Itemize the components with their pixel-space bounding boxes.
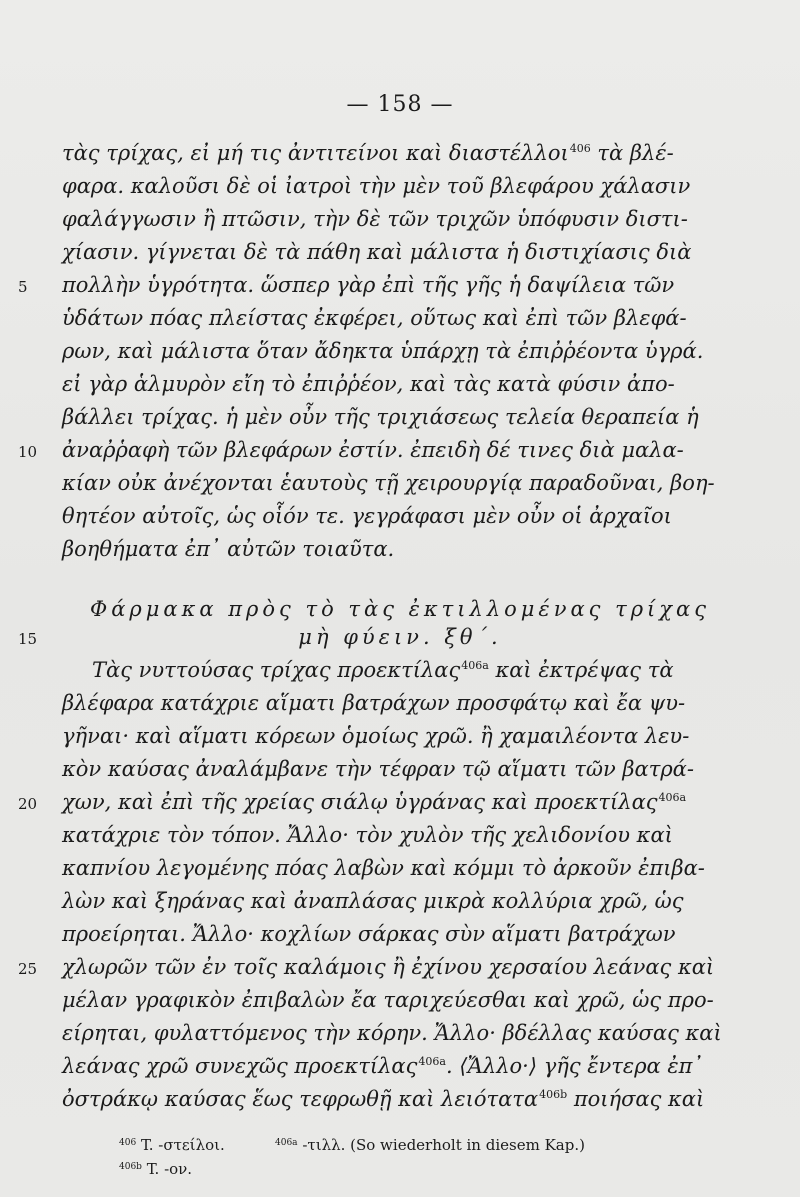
footnote-mark: 406b [119,1162,142,1172]
text-span: ποιήσας καὶ [573,1087,705,1111]
text-line-7: ρων, καὶ μάλιστα ὅταν ἄδηκτα ὑπάρχῃ τὰ ἐπιῤῥέοντα ὑγρά. [62,339,704,363]
text-line-26 [62,1054,702,1078]
text-span: τὰ βλέ- [597,141,674,165]
text-line-14 [92,658,732,682]
text-line-2: φαρα. καλοῦσι δὲ οἱ ἰατροὶ τὴν μὲν τοῦ βλεφάρου χάλασιν [62,174,691,198]
text-line-12: θητέον αὐτοῖς, ὡς οἷόν τε. γεγράφασι μὲν οὖν οἱ ἀρχαῖοι [62,504,672,528]
text-line-18 [62,790,702,814]
text-line-17: κὸν καύσας ἀναλάμβανε τὴν τέφραν τῷ αἵματι τῶν βατρά- [62,757,694,781]
footnote-ref: 406a [461,659,489,672]
footnote-3 [118,1160,192,1178]
text-line-6: ὑδάτων πόας πλείστας ἐκφέρει, οὕτως καὶ ἐπὶ τῶν βλεφά- [62,306,687,330]
line-number: 15 [18,630,38,648]
text-line-20: καπνίου λεγομένης πόας λαβὼν καὶ κόμμι τὸ ἀρκοῦν ἐπιβα- [62,856,705,880]
text-line-22: προείρηται. Ἄλλο· κοχλίων σάρκας σὺν αἵματι βατράχων [62,922,676,946]
text-line-27 [62,1087,705,1111]
text-line-1 [62,141,702,165]
footnote-ref: 406a [658,791,687,804]
text-span: λεάνας χρῶ συνεχῶς προεκτίλας [62,1054,418,1078]
footnote-text: T. -στείλοι. [140,1136,225,1154]
text-line-19: κατάχριε τὸν τόπον. Ἄλλο· τὸν χυλὸν τῆς χελιδονίου καὶ [62,823,673,847]
line-number: 5 [18,278,28,296]
text-span: ὀστράκῳ καύσας ἕως τεφρωθῇ καὶ λειότατα [62,1087,539,1111]
line-number: 20 [18,795,38,813]
text-line-11: κίαν οὐκ ἀνέχονται ἑαυτοὺς τῇ χειρουργίᾳ παραδοῦναι, βοη- [62,471,715,495]
page-number: — 158 — [346,92,454,117]
chapter-heading-2: μὴ φύειν. ξθ΄. [298,625,502,649]
text-line-4: χίασιν. γίγνεται δὲ τὰ πάθη καὶ μάλιστα ἡ διστιχίασις διὰ [62,240,692,264]
text-line-15: βλέφαρα κατάχριε αἵματι βατράχων προσφάτῳ καὶ ἔα ψυ- [62,691,686,715]
text-span: καὶ ἐκτρέψας τὰ [495,658,674,682]
text-line-5: πολλὴν ὑγρότητα. ὥσπερ γὰρ ἐπὶ τῆς γῆς ἡ δαψίλεια τῶν [62,273,675,297]
line-number: 25 [18,960,38,978]
text-line-16: γῆναι· καὶ αἵματι κόρεων ὁμοίως χρῶ. ἢ χαμαιλέοντα λευ- [62,724,690,748]
footnote-mark: 406 [119,1138,137,1148]
text-span: τὰς τρίχας, εἰ μή τις ἀντιτείνοι καὶ διαστέλλοι [62,141,569,165]
text-span: Τὰς νυττούσας τρίχας προεκτίλας [92,658,461,682]
text-span: χων, καὶ ἐπὶ τῆς χρείας σιάλῳ ὑγράνας καὶ προεκτίλας [62,790,658,814]
footnote-1 [118,1136,225,1154]
line-number: 10 [18,443,38,461]
footnote-ref: 406 [569,142,591,155]
text-line-3: φαλάγγωσιν ἢ πτῶσιν, τὴν δὲ τῶν τριχῶν ὑπόφυσιν διστι- [62,207,688,231]
text-line-9: βάλλει τρίχας. ἡ μὲν οὖν τῆς τριχιάσεως τελεία θεραπεία ἡ [62,405,699,429]
footnote-2 [274,1136,585,1154]
text-line-8: εἰ γὰρ ἁλμυρὸν εἴη τὸ ἐπιῤῥέον, καὶ τὰς κατὰ φύσιν ἀπο- [62,372,675,396]
footnote-ref: 406b [539,1088,568,1101]
chapter-heading: Φάρμακα πρὸς τὸ τὰς ἐκτιλλομένας τρίχας [90,597,710,621]
text-line-10: ἀναῤῥαφὴ τῶν βλεφάρων ἐστίν. ἐπειδὴ δέ τινες διὰ μαλα- [62,438,684,462]
text-line-13: βοηθήματα ἐπ᾿ αὐτῶν τοιαῦτα. [62,537,395,561]
text-line-21: λὼν καὶ ξηράνας καὶ ἀναπλάσας μικρὰ κολλύρια χρῶ, ὡς [62,889,684,913]
footnote-mark: 406a [275,1138,298,1148]
footnote-ref: 406a [418,1055,446,1068]
text-line-23: χλωρῶν τῶν ἐν τοῖς καλάμοις ἢ ἐχίνου χερσαίου λεάνας καὶ [62,955,715,979]
footnote-text: -τιλλ. (So wiederholt in diesem Kap.) [302,1136,585,1154]
text-line-25: είρηται, φυλαττόμενος τὴν κόρην. Ἄλλο· βδέλλας καύσας καὶ [62,1021,722,1045]
footnote-text: T. -ον. [146,1160,193,1178]
text-line-24: μέλαν γραφικὸν ἐπιβαλὼν ἔα ταριχεύεσθαι καὶ χρῶ, ὡς προ- [62,988,714,1012]
text-span: . ⟨Ἄλλο·⟩ γῆς ἔντερα ἐπ᾿ [445,1054,703,1078]
